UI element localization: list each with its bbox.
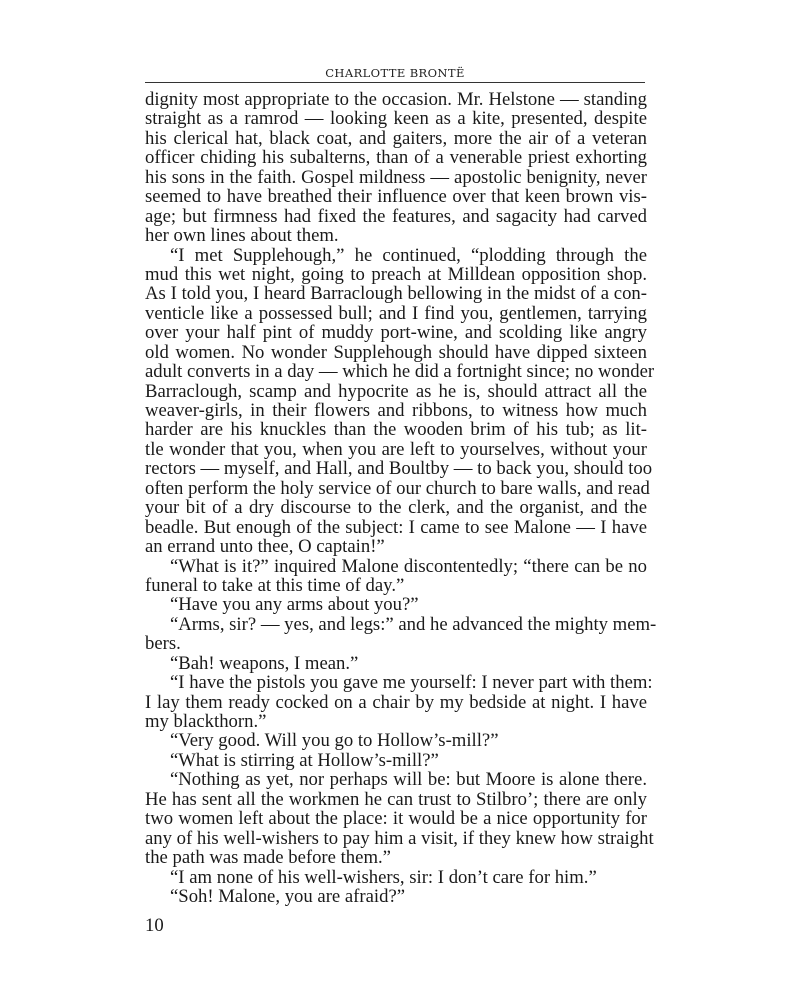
text-line: seemed to have breathed their influence over that keen brown vis- bbox=[145, 186, 647, 208]
paragraph bbox=[145, 595, 647, 614]
text-line: beadle. But enough of the subject: I came to see Malone — I have bbox=[145, 516, 647, 538]
text-line: “Soh! Malone, you are afraid?” bbox=[170, 885, 406, 907]
text-line: I lay them ready cocked on a chair by my bedside at night. I have bbox=[145, 691, 647, 713]
running-head: CHARLOTTE BRONTË bbox=[325, 66, 465, 80]
text-line: “Have you any arms about you?” bbox=[170, 594, 419, 616]
paragraph bbox=[145, 90, 647, 246]
text-line: your bit of a dry discourse to the clerk, and the organist, and the bbox=[145, 497, 647, 519]
text-line: funeral to take at this time of day.” bbox=[145, 574, 405, 596]
text-line: “I have the pistols you gave me yourself: I never part with them: bbox=[170, 672, 653, 694]
text-line: venticle like a possessed bull; and I find you, gentlemen, tarrying bbox=[145, 302, 647, 324]
text-line: bers. bbox=[145, 633, 181, 655]
text-line: harder are his knuckles than the wooden brim of his tub; as lit- bbox=[145, 419, 647, 441]
paragraph bbox=[145, 731, 647, 750]
text-line: tle wonder that you, when you are left to yourselves, without your bbox=[145, 438, 647, 460]
text-line: straight as a ramrod — looking keen as a kite, presented, despite bbox=[145, 108, 647, 130]
paragraph bbox=[145, 557, 647, 596]
text-line: old women. No wonder Supplehough should have dipped sixteen bbox=[145, 341, 647, 363]
text-line: adult converts in a day — which he did a fortnight since; no wonder bbox=[145, 361, 655, 383]
text-line: the path was made before them.” bbox=[145, 847, 391, 869]
text-line: “What is it?” inquired Malone discontentedly; “there can be no bbox=[170, 555, 647, 577]
text-line: “I met Supplehough,” he continued, “plodding through the bbox=[170, 244, 647, 266]
text-line: “I am none of his well-wishers, sir: I don’t care for him.” bbox=[170, 866, 597, 888]
text-line: As I told you, I heard Barraclough bellowing in the midst of a con- bbox=[145, 283, 647, 305]
paragraph bbox=[145, 769, 654, 869]
paragraph bbox=[145, 751, 647, 770]
paragraph bbox=[145, 672, 653, 732]
paragraph bbox=[145, 868, 647, 887]
text-line: her own lines about them. bbox=[145, 225, 339, 247]
text-line: an errand unto thee, O captain!” bbox=[145, 536, 385, 558]
text-line: Barraclough, scamp and hypocrite as he is, should attract all the bbox=[145, 380, 647, 402]
text-line: age; but firmness had fixed the features, and sagacity had carved bbox=[145, 205, 647, 227]
text-line: “Very good. Will you go to Hollow’s-mill?” bbox=[170, 730, 499, 752]
text-line: “Arms, sir? — yes, and legs:” and he advanced the mighty mem- bbox=[170, 613, 657, 635]
text-line: his sons in the faith. Gospel mildness — apostolic benignity, never bbox=[145, 166, 647, 188]
paragraph bbox=[145, 654, 647, 673]
text-line: often perform the holy service of our church to bare walls, and read bbox=[145, 477, 650, 499]
text-line: “What is stirring at Hollow’s-mill?” bbox=[170, 749, 439, 771]
text-line: He has sent all the workmen he can trust to Stilbro’; there are only bbox=[145, 788, 647, 810]
text-line: officer chiding his subalterns, than of a venerable priest exhorting bbox=[145, 147, 647, 169]
text-line: “Nothing as yet, nor perhaps will be: but Moore is alone there. bbox=[170, 769, 647, 791]
body-text bbox=[145, 89, 657, 907]
text-line: rectors — myself, and Hall, and Boultby — to back you, should too bbox=[145, 458, 653, 480]
paragraph bbox=[145, 887, 647, 906]
page-number: 10 bbox=[145, 915, 164, 936]
text-line: over your half pint of muddy port-wine, and scolding like angry bbox=[145, 322, 647, 344]
paragraph bbox=[145, 244, 655, 558]
text-line: weaver-girls, in their flowers and ribbons, to witness how much bbox=[145, 400, 647, 421]
text-line: mud this wet night, going to preach at Milldean opposition shop. bbox=[145, 263, 647, 285]
text-line: “Bah! weapons, I mean.” bbox=[170, 652, 359, 674]
text-line: any of his well-wishers to pay him a visit, if they knew how straight bbox=[145, 827, 654, 849]
paragraph bbox=[145, 613, 657, 655]
header-rule bbox=[145, 82, 645, 83]
text-line: my blackthorn.” bbox=[145, 711, 267, 732]
text-line: dignity most appropriate to the occasion. Mr. Helstone — standing bbox=[145, 89, 647, 110]
text-line: his clerical hat, black coat, and gaiters, more the air of a veteran bbox=[145, 127, 647, 149]
text-line: two women left about the place: it would be a nice opportunity for bbox=[145, 808, 647, 830]
